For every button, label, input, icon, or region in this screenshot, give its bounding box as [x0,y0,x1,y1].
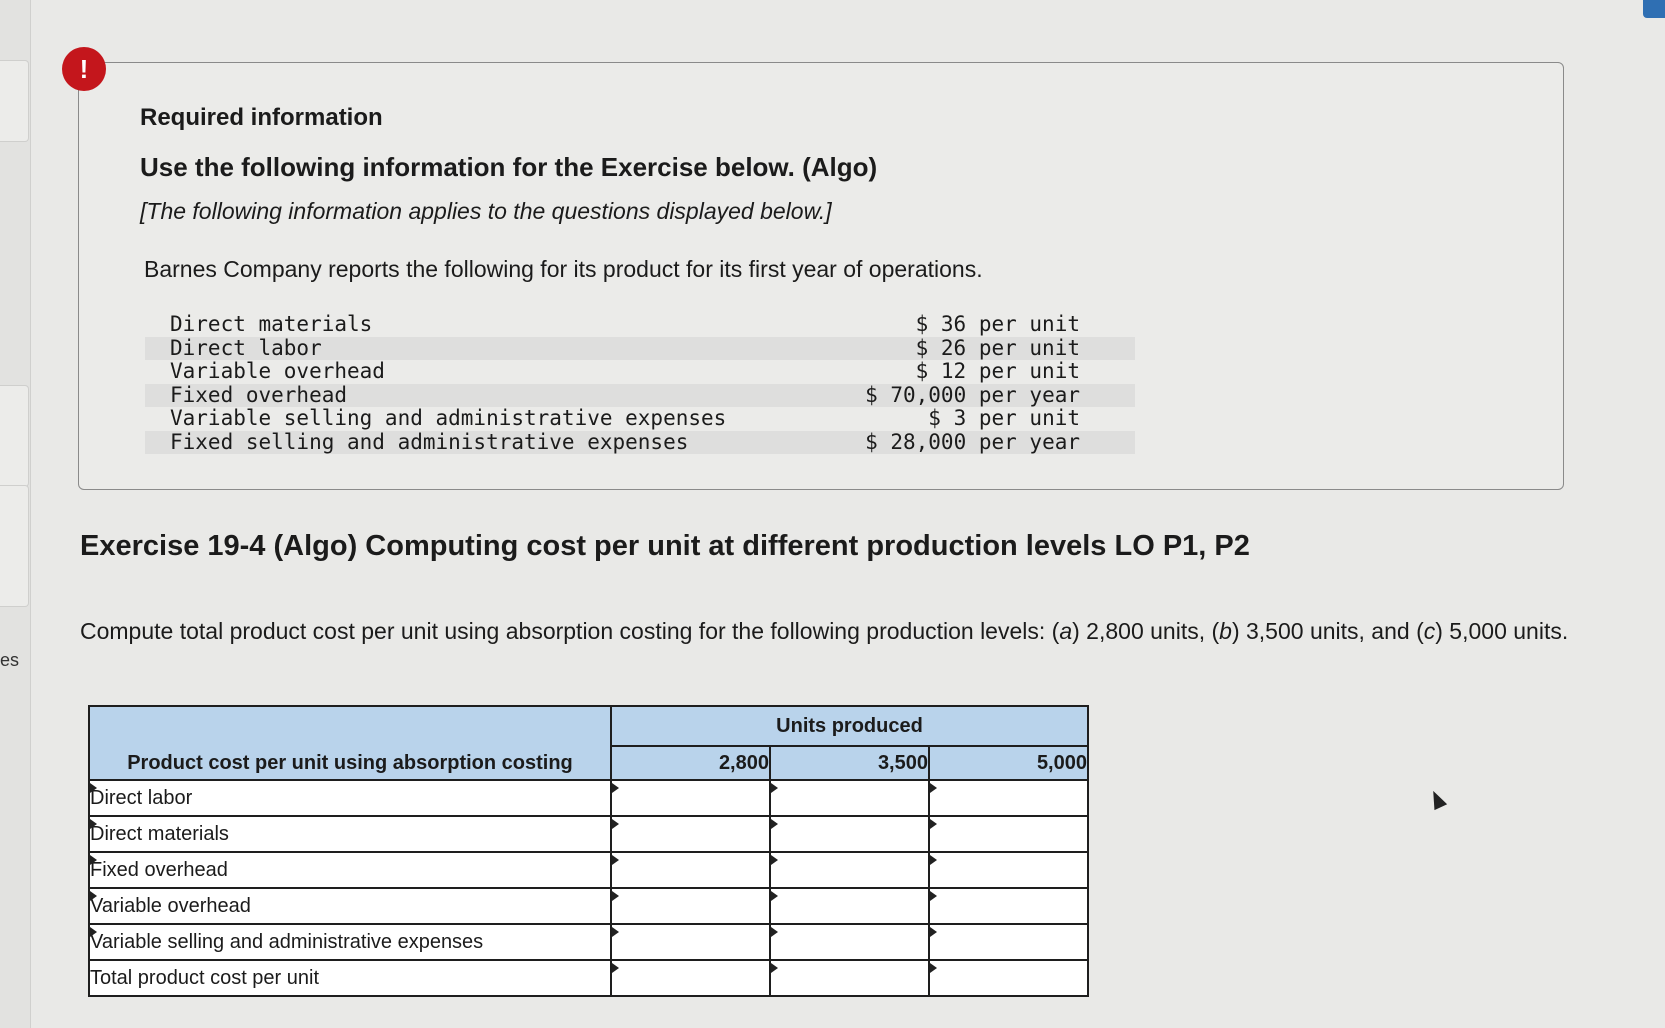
cost-row [145,407,1135,431]
left-panel-tab[interactable] [0,60,29,142]
row-label: Variable selling and administrative expenses [89,924,611,960]
answer-input[interactable] [612,853,769,887]
exercise-title: Exercise 19-4 (Algo) Computing cost per unit at different production levels LO P1, P2 [80,530,1250,562]
cost-value: $ 26 per unit [915,335,1080,360]
use-info-title: Use the following information for the Exercise below. (Algo) [140,152,878,182]
answer-cell[interactable] [611,888,770,924]
instr-letter: b [1219,618,1232,644]
corner-accent [1643,0,1665,18]
total-row [89,960,1088,996]
column-header-2800: 2,800 [611,746,770,780]
cost-value: $ 36 per unit [915,312,1080,336]
cost-row [145,337,1135,361]
instr-text: ) 3,500 units, and ( [1231,618,1424,644]
cost-label: Variable selling and administrative expenses [170,406,727,430]
cost-row [145,431,1135,455]
answer-cell[interactable] [929,888,1088,924]
cost-label: Fixed selling and administrative expenses [170,429,689,454]
total-input[interactable] [612,961,769,995]
table-row [89,780,1088,816]
answer-input[interactable] [930,817,1087,851]
table-row [89,888,1088,924]
answer-input[interactable] [771,889,928,923]
answer-cell[interactable] [770,888,929,924]
units-produced-header: Units produced [611,706,1088,746]
answer-cell[interactable] [929,816,1088,852]
answer-input[interactable] [930,925,1087,959]
cost-label: Direct labor [170,335,322,360]
instr-letter: a [1059,618,1073,644]
column-header-3500: 3,500 [770,746,929,780]
total-cell[interactable] [611,960,770,996]
table-row [89,852,1088,888]
instr-text: ) 2,800 units, ( [1072,618,1220,644]
applies-note: [The following information applies to the questions displayed below.] [140,198,832,224]
answer-input[interactable] [771,925,928,959]
cost-label: Fixed overhead [170,382,348,407]
row-label: Direct labor [89,780,611,816]
alert-icon: ! [62,47,106,91]
answer-input[interactable] [612,817,769,851]
cost-value: $ 70,000 per year [865,382,1080,407]
cost-label: Direct materials [170,312,373,336]
answer-cell[interactable] [770,924,929,960]
answer-cell[interactable] [611,816,770,852]
instr-text: Compute total product cost per unit using absorption costing for the following production levels: ( [80,618,1060,644]
answer-cell[interactable] [611,924,770,960]
table-row [89,816,1088,852]
row-label: Fixed overhead [89,852,611,888]
cost-value: $ 28,000 per year [865,429,1080,454]
label-header-text: Product cost per unit using absorption costing [127,752,573,774]
instr-text: ) 5,000 units. [1435,618,1569,644]
answer-cell[interactable] [929,852,1088,888]
answer-cell[interactable] [770,852,929,888]
cost-value: $ 3 per unit [928,406,1080,430]
cost-label: Variable overhead [170,359,385,383]
answer-cell[interactable] [929,780,1088,816]
row-label: Variable overhead [89,888,611,924]
answer-input[interactable] [771,853,928,887]
column-header-5000: 5,000 [929,746,1088,780]
cost-value: $ 12 per unit [915,359,1080,383]
total-input[interactable] [771,961,928,995]
exercise-instructions [80,615,1580,647]
cost-row [145,360,1135,384]
required-info-title: Required information [140,104,383,131]
answer-input[interactable] [612,889,769,923]
cost-row [145,384,1135,408]
cost-info-table [145,313,1135,454]
cost-row [145,313,1135,337]
answer-input[interactable] [930,781,1087,815]
answer-input[interactable] [930,889,1087,923]
row-label: Total product cost per unit [89,960,611,996]
intro-text: Barnes Company reports the following for its product for its first year of operations. [144,256,983,282]
total-input[interactable] [930,961,1087,995]
left-panel-tab[interactable] [0,485,29,607]
answer-input[interactable] [612,925,769,959]
answer-cell[interactable] [929,924,1088,960]
answer-cell[interactable] [770,816,929,852]
row-label: Direct materials [89,816,611,852]
answer-cell[interactable] [770,780,929,816]
answer-input[interactable] [771,817,928,851]
sidebar-label: es [0,650,20,670]
mouse-cursor-icon [1427,788,1447,810]
answer-cell[interactable] [611,780,770,816]
table-row [89,924,1088,960]
answer-table [88,705,1089,997]
answer-input[interactable] [930,853,1087,887]
total-cell[interactable] [929,960,1088,996]
answer-input[interactable] [612,781,769,815]
left-panel-tab[interactable] [0,385,29,487]
answer-input[interactable] [771,781,928,815]
instr-letter: c [1423,618,1436,644]
left-panel-edge [0,0,31,1028]
label-header [89,706,611,780]
total-cell[interactable] [770,960,929,996]
answer-cell[interactable] [611,852,770,888]
